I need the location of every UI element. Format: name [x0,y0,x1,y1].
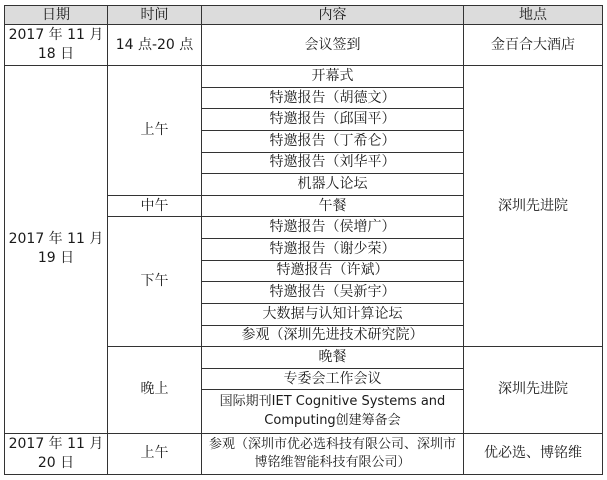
day2-morning-item: 特邀报告（邱国平） [202,109,464,131]
day1-date: 2017 年 11 月 18 日 [5,25,108,66]
day2-location: 深圳先进院 [464,66,603,347]
day2-afternoon-item: 大数据与认知计算论坛 [202,303,464,325]
day2-evening-label: 晚上 [108,347,202,433]
day3-time: 上午 [108,433,202,474]
day2-afternoon-item: 参观（深圳先进技术研究院） [202,325,464,347]
header-date: 日期 [5,6,108,25]
day2-afternoon-item: 特邀报告（谢少荣） [202,239,464,261]
day2-evening-location: 深圳先进院 [464,347,603,433]
day2-morning-item: 机器人论坛 [202,174,464,196]
day2-date: 2017 年 11 月 19 日 [5,66,108,433]
header-content: 内容 [202,6,464,25]
day3-content: 参观（深圳市优必选科技有限公司、深圳市博铭维智能科技有限公司） [202,433,464,474]
day2-morning-item: 特邀报告（胡德文） [202,87,464,109]
day2-morning-item: 开幕式 [202,66,464,88]
header-location: 地点 [464,6,603,25]
day2-morning-label: 上午 [108,66,202,196]
day1-location: 金百合大酒店 [464,25,603,66]
schedule-page [4,5,602,475]
day1-row [5,25,603,66]
day1-time: 14 点-20 点 [108,25,202,66]
day2-afternoon-label: 下午 [108,217,202,347]
day2-noon-label: 中午 [108,195,202,217]
day2-afternoon-item: 特邀报告（侯增广） [202,217,464,239]
day2-noon-item: 午餐 [202,195,464,217]
table-row [5,66,603,88]
day2-evening-item: 专委会工作会议 [202,368,464,390]
day2-evening-item: 国际期刊IET Cognitive Systems and Computing创建筹备会 [202,390,464,433]
day2-afternoon-item: 特邀报告（许斌） [202,260,464,282]
schedule-table [4,5,603,475]
day2-afternoon-item: 特邀报告（吴新宇） [202,282,464,304]
day2-morning-item: 特邀报告（丁希仑） [202,131,464,153]
header-row [5,6,603,25]
day2-morning-item: 特邀报告（刘华平） [202,152,464,174]
day3-date: 2017 年 11 月 20 日 [5,433,108,474]
day3-row [5,433,603,474]
day2-evening-item: 晚餐 [202,347,464,369]
day3-location: 优必选、博铭维 [464,433,603,474]
header-time: 时间 [108,6,202,25]
day1-content: 会议签到 [202,25,464,66]
